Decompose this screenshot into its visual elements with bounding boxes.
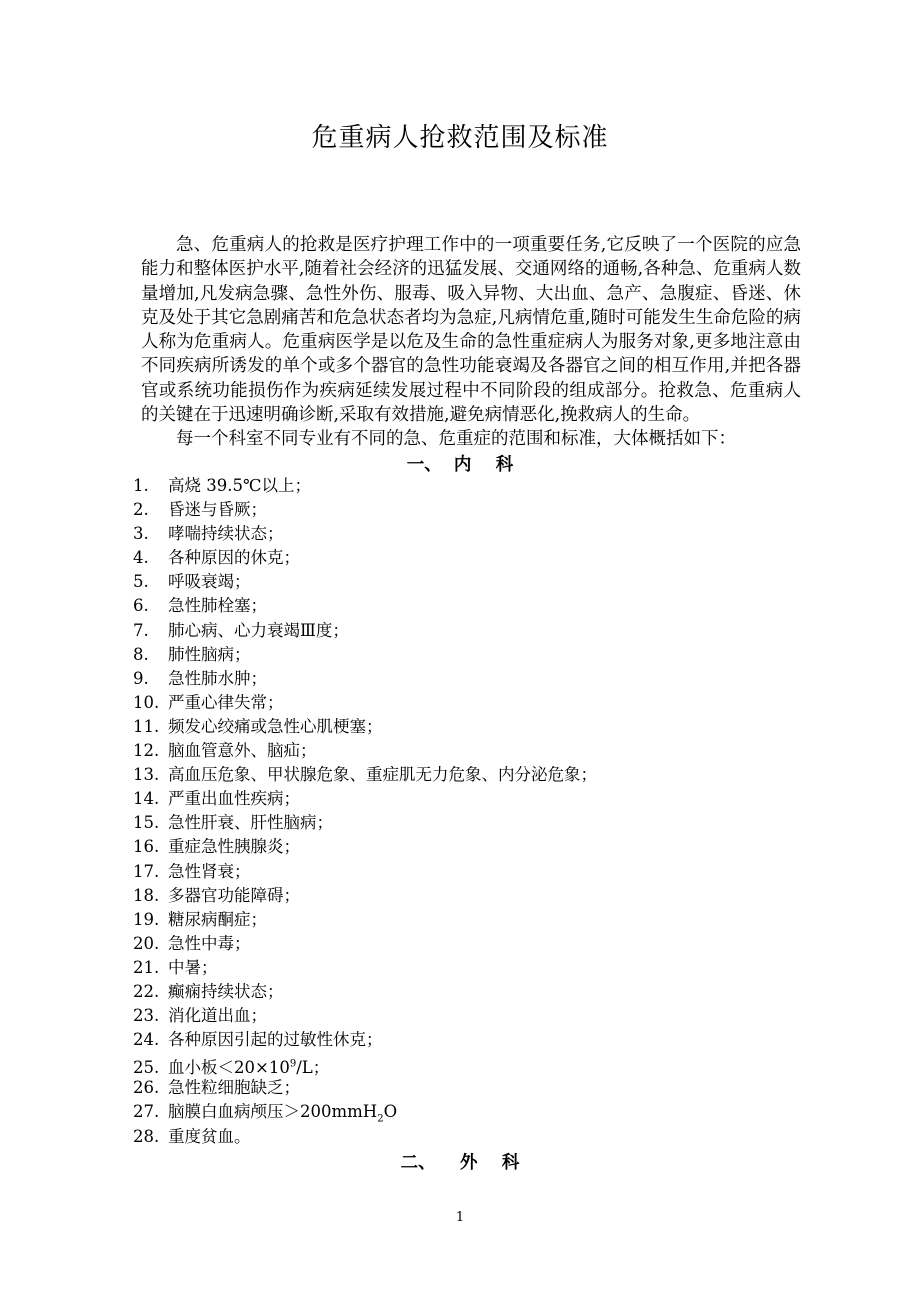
list-item bbox=[133, 1052, 597, 1076]
list-item bbox=[133, 739, 597, 763]
list-item bbox=[133, 787, 597, 811]
list-item-number: 12. bbox=[133, 741, 160, 761]
section-heading-surgery: 二、 外 科 bbox=[400, 1153, 520, 1173]
page-title: 危重病人抢救范围及标准 bbox=[311, 123, 609, 153]
list-item-number: 10. bbox=[133, 692, 160, 712]
list-item-number: 20. bbox=[133, 933, 160, 953]
list-item-text-part: 脑膜白血病颅压＞200mmH bbox=[168, 1102, 378, 1122]
list-item-text: 消化道出血； bbox=[168, 1006, 267, 1026]
list-item-text: 急性肺栓塞； bbox=[168, 596, 267, 616]
list-item-text: 重度贫血。 bbox=[168, 1126, 251, 1146]
list-item bbox=[133, 474, 597, 498]
list-item bbox=[133, 956, 597, 980]
list-item-number: 25. bbox=[133, 1057, 160, 1077]
list-item-text: 糖尿病酮症； bbox=[168, 909, 267, 929]
list-item bbox=[133, 932, 597, 956]
list-item-text-part: O bbox=[383, 1102, 398, 1122]
list-item-number: 16. bbox=[133, 837, 160, 857]
list-item-number: 8. bbox=[133, 644, 149, 664]
intro-paragraph: 急、危重病人的抢救是医疗护理工作中的一项重要任务,它反映了一个医院的应急能力和整体医护水平,随着社会经济的迅猛发展、交通网络的通畅,各种急、危重病人数量增加,凡发病急骤、急性外伤、服毒、吸入异物、大出血、急产、急腹症、昏迷、休克及处于其它急剧痛苦和危急状态者均为急症,凡病情危重,随时可能发生生命危险的病人称为危重病人。危重病医学是以危及生命的急性重症病人为服务对象,更多地注意由不同疾病所诱发的单个或多个器官的急性功能衰竭及各器官之间的相互作用,并把各器官或系统功能损伤作为疾病延续发展过程中不同阶段的组成部分。抢救急、危重病人的关键在于迅速明确诊断,采取有效措施,避免病情恶化,挽救病人的生命。 bbox=[141, 235, 801, 426]
list-item-text: 重症急性胰腺炎； bbox=[168, 837, 300, 857]
list-item-number: 9. bbox=[133, 668, 149, 688]
list-item-number: 21. bbox=[133, 957, 160, 977]
list-item-text: 中暑； bbox=[168, 957, 218, 977]
list-item-text: 高血压危象、甲状腺危象、重症肌无力危象、内分泌危象； bbox=[168, 765, 597, 785]
list-item-text: 各种原因的休克； bbox=[168, 548, 300, 568]
list-item-number: 2. bbox=[133, 500, 149, 520]
list-item-number: 11. bbox=[133, 716, 160, 736]
list-item bbox=[133, 1028, 597, 1052]
list-item-number: 23. bbox=[133, 1006, 160, 1026]
list-item bbox=[133, 667, 597, 691]
list-item-text: 急性肺水肿； bbox=[168, 668, 267, 688]
list-item bbox=[133, 980, 597, 1004]
list-item-text bbox=[168, 1102, 398, 1125]
list-item bbox=[133, 522, 597, 546]
list-item bbox=[133, 1100, 597, 1124]
list-item-number: 19. bbox=[133, 909, 160, 929]
list-item-number: 1. bbox=[133, 476, 149, 495]
list-item-number: 28. bbox=[133, 1126, 160, 1146]
list-item bbox=[133, 1004, 597, 1028]
list-item-number: 27. bbox=[133, 1102, 160, 1122]
list-item bbox=[133, 546, 597, 570]
list-item bbox=[133, 715, 597, 739]
list-item-text: 急性粒细胞缺乏； bbox=[168, 1078, 300, 1098]
list-item-text: 肺性脑病； bbox=[168, 644, 251, 664]
list-item-number: 26. bbox=[133, 1078, 160, 1098]
list-item-text: 各种原因引起的过敏性休克； bbox=[168, 1030, 383, 1050]
list-item-text: 严重出血性疾病； bbox=[168, 789, 300, 809]
list-item bbox=[133, 811, 597, 835]
list-item-text bbox=[168, 1058, 329, 1077]
list-item-text: 癫痫持续状态； bbox=[168, 981, 284, 1001]
list-item bbox=[133, 498, 597, 522]
list-item-text-part: 血小板＜20×10 bbox=[168, 1057, 290, 1077]
list-item-text: 呼吸衰竭； bbox=[168, 572, 251, 592]
list-item-text: 哮喘持续状态； bbox=[168, 524, 284, 544]
list-item bbox=[133, 691, 597, 715]
list-item-text: 昏迷与昏厥； bbox=[168, 500, 267, 520]
list-item-text: 多器官功能障碍； bbox=[168, 885, 300, 905]
list-item-number: 4. bbox=[133, 548, 149, 568]
list-item-number: 14. bbox=[133, 789, 160, 809]
list-item-text-part: /L； bbox=[296, 1057, 330, 1077]
list-item-number: 24. bbox=[133, 1030, 160, 1050]
list-item-text: 肺心病、心力衰竭Ⅲ度； bbox=[168, 620, 349, 640]
list-item-number: 18. bbox=[133, 885, 160, 905]
list-item-number: 5. bbox=[133, 572, 149, 592]
list-item-text: 脑血管意外、脑疝； bbox=[168, 741, 317, 761]
list-item bbox=[133, 884, 597, 908]
list-item bbox=[133, 570, 597, 594]
list-item bbox=[133, 619, 597, 643]
list-item-text: 频发心绞痛或急性心肌梗塞； bbox=[168, 716, 383, 736]
page-number: 1 bbox=[455, 1210, 465, 1225]
subscript: 2 bbox=[377, 1113, 384, 1125]
list-item bbox=[133, 835, 597, 859]
list-item bbox=[133, 908, 597, 932]
list-item-number: 15. bbox=[133, 813, 160, 833]
list-item-text: 急性肝衰、肝性脑病； bbox=[168, 813, 333, 833]
list-item-text: 急性中毒； bbox=[168, 933, 251, 953]
list-item-number: 17. bbox=[133, 861, 160, 881]
list-item-number: 13. bbox=[133, 765, 160, 785]
list-item bbox=[133, 594, 597, 618]
list-item-number: 22. bbox=[133, 981, 160, 1001]
summary-paragraph: 每一个科室不同专业有不同的急、危重症的范围和标准，大体概括如下： bbox=[176, 429, 736, 449]
list-item-number: 6. bbox=[133, 596, 149, 616]
superscript: 9 bbox=[289, 1058, 297, 1070]
list-item-number: 7. bbox=[133, 620, 149, 640]
list-item bbox=[133, 643, 597, 667]
list-item bbox=[133, 1076, 597, 1100]
list-item bbox=[133, 1125, 597, 1149]
list-item-text: 急性肾衰； bbox=[168, 861, 251, 881]
list-item-text: 高烧 39.5℃以上； bbox=[168, 476, 311, 495]
section-heading-internal-medicine: 一、 内 科 bbox=[406, 455, 514, 475]
list-item-text: 严重心律失常； bbox=[168, 692, 284, 712]
list-item-number: 3. bbox=[133, 524, 149, 544]
list-item bbox=[133, 763, 597, 787]
internal-medicine-list bbox=[133, 474, 597, 1149]
list-item bbox=[133, 860, 597, 884]
